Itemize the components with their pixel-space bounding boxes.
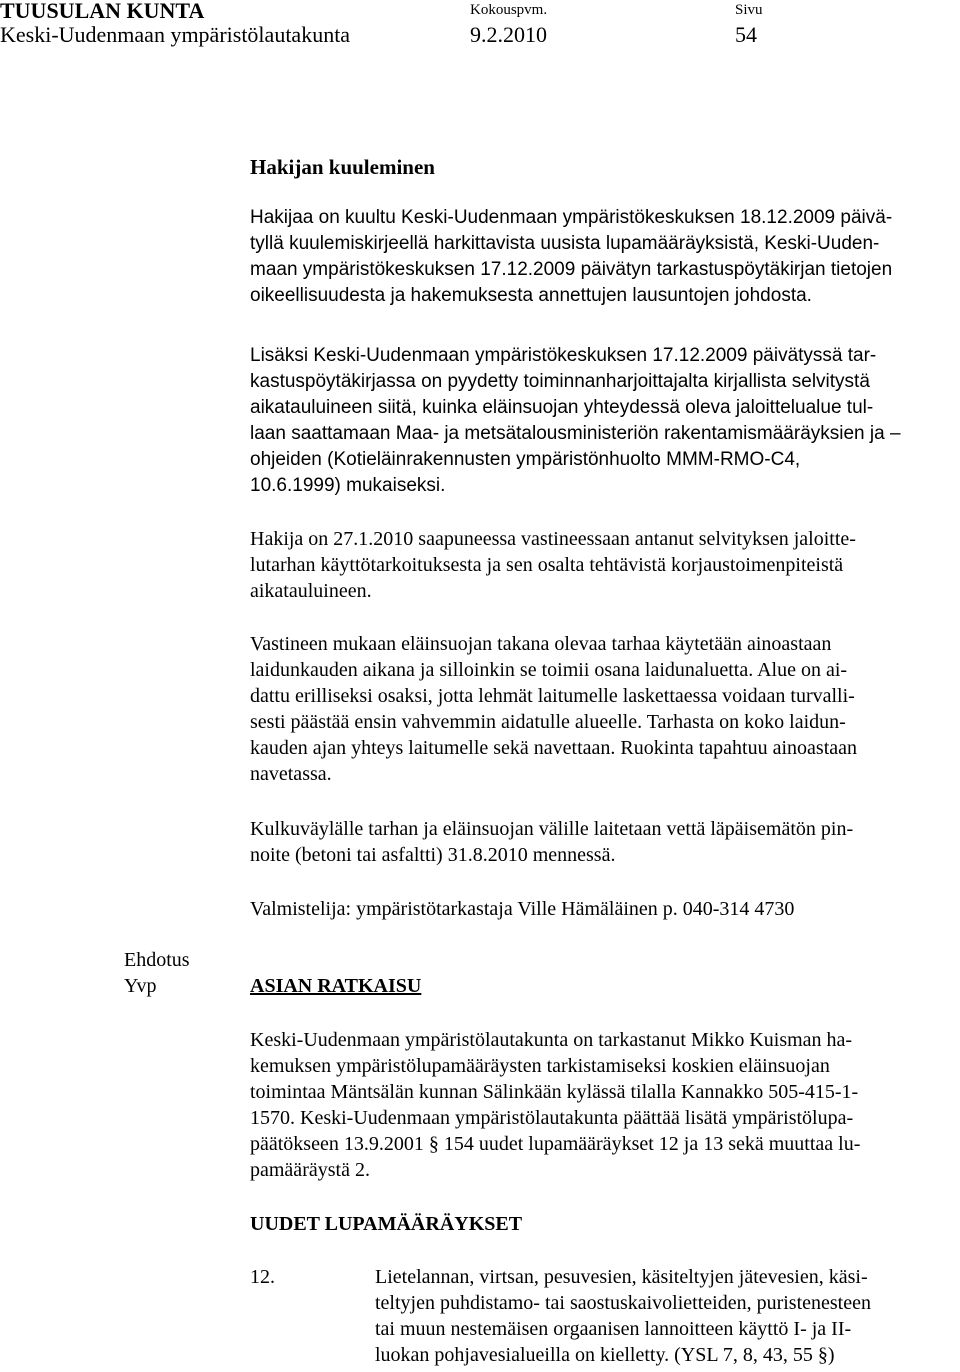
page-number: 54	[735, 22, 757, 47]
paragraph-pathway	[250, 816, 950, 868]
paragraph-line: aikatauluineen siitä, kuinka eläinsuojan yhteydessä oleva jaloittelualue tul-	[250, 397, 874, 418]
paragraph-line: 10.6.1999) mukaiseksi.	[250, 475, 446, 496]
paragraph-line: lutarhan käyttötarkoituksesta ja sen osalta tehtävistä korjaustoimenpiteistä	[250, 554, 844, 576]
hearing-heading: Hakijan kuuleminen	[250, 155, 435, 179]
list-item-number: 12.	[250, 1266, 275, 1288]
paragraph-line: tyllä kuulemiskirjeellä harkittavista uusista lupamääräyksistä, Keski-Uuden-	[250, 233, 880, 254]
paragraph-line: 1570. Keski-Uudenmaan ympäristölautakunta päättää lisätä ympäristölupa-	[250, 1107, 854, 1129]
proposal-sidebar	[124, 947, 190, 999]
paragraph-line: pamääräystä 2.	[250, 1159, 370, 1181]
proposal-label: Ehdotus	[124, 949, 190, 971]
paragraph-line: luokan pohjavesialueilla on kielletty. (YSL 7, 8, 43, 55 §)	[375, 1344, 835, 1366]
paragraph-line: Hakija on 27.1.2010 saapuneessa vastineessaan antanut selvityksen jaloitte-	[250, 528, 856, 550]
meeting-date-label: Kokouspvm.	[470, 2, 548, 18]
list-item-text	[375, 1264, 950, 1368]
page-header	[0, 0, 960, 50]
paragraph-line: dattu erilliseksi osaksi, jotta lehmät laitumelle laskettaessa voidaan turvalli-	[250, 685, 855, 707]
paragraph-line: Hakijaa on kuultu Keski-Uudenmaan ympäristökeskuksen 18.12.2009 päivä-	[250, 207, 893, 228]
paragraph-line: tai muun nestemäisen orgaanisen lannoitteen käyttö I- ja II-	[375, 1318, 852, 1340]
paragraph-line: laan saattamaan Maa- ja metsätalousministeriön rakentamismääräyksien ja –	[250, 423, 901, 444]
board-name: Keski-Uudenmaan ympäristölautakunta	[0, 22, 351, 47]
paragraph-line: Kulkuväylälle tarhan ja eläinsuojan välille laitetaan vettä läpäisemätön pin-	[250, 818, 854, 840]
paragraph-hearing	[250, 205, 950, 309]
paragraph-line: teltyjen puhdistamo- tai saostuskaivolietteiden, puristenesteen	[375, 1292, 871, 1314]
paragraph-pasture	[250, 631, 950, 787]
paragraph-line: aikatauluineen.	[250, 580, 372, 602]
paragraph-line: toimintaa Mäntsälän kunnan Sälinkään kylässä tilalla Kannakko 505-415-1-	[250, 1081, 859, 1103]
paragraph-line: laidunkauden aikana ja silloinkin se toimii osana laidunaluetta. Alue on ai-	[250, 659, 848, 681]
paragraph-line: oikeellisuudesta ja hakemuksesta annettujen lausuntojen johdosta.	[250, 285, 812, 306]
paragraph-line: kastuspöytäkirjassa on pyydetty toiminnanharjoittajalta kirjallista selvitystä	[250, 371, 870, 392]
paragraph-line: ohjeiden (Kotieläinrakennusten ympäristönhuolto MMM-RMO-C4,	[250, 449, 801, 470]
paragraph-line: sesti päästää ensin vahvemmin aidatulle alueelle. Tarhasta on koko laidun-	[250, 711, 846, 733]
meeting-date: 9.2.2010	[470, 22, 547, 47]
paragraph-line: kauden ajan yhteys laitumelle sekä navettaan. Ruokinta tapahtuu ainoastaan	[250, 737, 858, 759]
decision-heading: ASIAN RATKAISU	[250, 975, 422, 997]
paragraph-line: Lietelannan, virtsan, pesuvesien, käsiteltyjen jätevesien, käsi-	[375, 1266, 868, 1288]
new-terms-heading: UUDET LUPAMÄÄRÄYKSET	[250, 1213, 523, 1235]
paragraph-line: navetassa.	[250, 763, 332, 785]
paragraph-inspection	[250, 343, 950, 499]
paragraph-line: Vastineen mukaan eläinsuojan takana olevaa tarhaa käytetään ainoastaan	[250, 633, 832, 655]
paragraph-line: maan ympäristökeskuksen 17.12.2009 päivätyn tarkastuspöytäkirjan tietojen	[250, 259, 893, 280]
preparer-line: Valmistelija: ympäristötarkastaja Ville Hämäläinen p. 040-314 4730	[250, 898, 795, 920]
paragraph-response	[250, 526, 950, 604]
paragraph-line: kemuksen ympäristölupamääräysten tarkistamiseksi koskien eläinsuojan	[250, 1055, 830, 1077]
paragraph-line: noite (betoni tai asfaltti) 31.8.2010 mennessä.	[250, 844, 616, 866]
page-number-label: Sivu	[735, 2, 763, 18]
paragraph-decision	[250, 1027, 950, 1183]
paragraph-line: päätökseen 13.9.2001 § 154 uudet lupamääräykset 12 ja 13 sekä muuttaa lu-	[250, 1133, 861, 1155]
paragraph-line: Keski-Uudenmaan ympäristölautakunta on tarkastanut Mikko Kuisman ha-	[250, 1029, 853, 1051]
paragraph-line: Lisäksi Keski-Uudenmaan ympäristökeskuksen 17.12.2009 päivätyssä tar-	[250, 345, 877, 366]
proposal-sublabel: Yvp	[124, 975, 157, 997]
organization-name: TUUSULAN KUNTA	[0, 0, 205, 23]
